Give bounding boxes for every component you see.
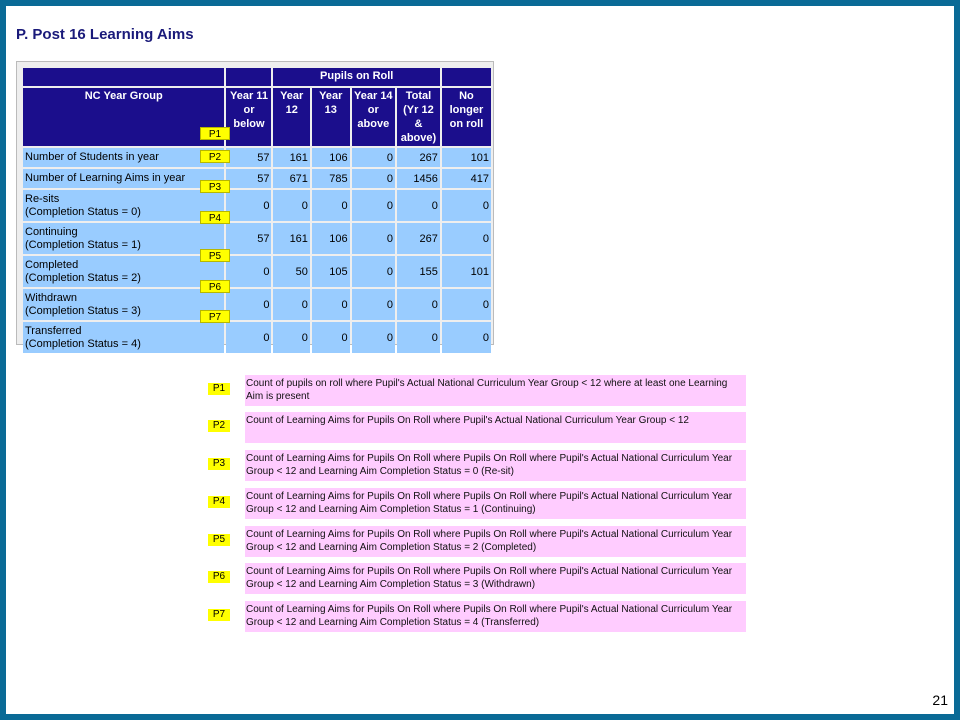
column-header: Year 14 or above [352,88,395,146]
cell-y14: 0 [352,256,395,287]
cell-y11: 57 [226,148,271,167]
cell-total: 267 [397,148,440,167]
row-tag: P5 [200,249,230,262]
row-label [23,256,224,287]
cell-nolonger: 417 [442,169,491,188]
row-tag: P4 [200,211,230,224]
cell-y12: 671 [273,169,309,188]
cell-nolonger: 0 [442,223,491,254]
row-label-status: (Completion Status = 1) [25,238,141,251]
row-label [23,169,224,188]
cell-y13: 105 [312,256,350,287]
note-text: Count of pupils on roll where Pupil's Actual National Curriculum Year Group < 12 where at least one Learning Aim is present [245,375,746,406]
cell-nolonger: 101 [442,256,491,287]
column-header: NC Year Group [23,88,224,146]
row-label-status: (Completion Status = 0) [25,205,141,218]
cell-y13: 0 [312,289,350,320]
cell-total: 1456 [397,169,440,188]
note-text: Count of Learning Aims for Pupils On Roll where Pupils On Roll where Pupil's Actual National Curriculum Year Group < 12 and Learning Aim Completion Status = 0 (Re-sit) [245,450,746,481]
note-tag: P7 [208,609,230,621]
column-header: No longer on roll [442,88,491,146]
learning-aims-table-panel [16,61,494,350]
note-tag: P3 [208,458,230,470]
cell-y12: 0 [273,190,309,221]
note-text: Count of Learning Aims for Pupils On Roll where Pupils On Roll where Pupil's Actual National Curriculum Year Group < 12 and Learning Aim Completion Status = 4 (Transferred) [245,601,746,632]
row-label-title: Completed [25,258,79,271]
cell-nolonger: 0 [442,190,491,221]
cell-total: 0 [397,289,440,320]
cell-y12: 161 [273,148,309,167]
note-tag: P1 [208,383,230,395]
cell-y11: 0 [226,190,271,221]
cell-y14: 0 [352,223,395,254]
learning-aims-table [21,66,493,355]
cell-y14: 0 [352,169,395,188]
row-label [23,148,224,167]
table-row [23,148,491,167]
cell-total: 155 [397,256,440,287]
cell-y12: 0 [273,289,309,320]
row-label [23,190,224,221]
page-number: 21 [932,692,948,708]
cell-nolonger: 0 [442,322,491,353]
row-label [23,223,224,254]
cell-total: 267 [397,223,440,254]
cell-y13: 785 [312,169,350,188]
row-tag: P7 [200,310,230,323]
cell-y11: 57 [226,223,271,254]
row-label-title: Transferred [25,324,82,337]
cell-y12: 161 [273,223,309,254]
group-header-pupils-on-roll: Pupils on Roll [273,68,439,86]
row-tag: P3 [200,180,230,193]
table-body [23,148,491,353]
row-tag: P1 [200,127,230,140]
note-tag: P2 [208,420,230,432]
note-tag: P4 [208,496,230,508]
cell-y14: 0 [352,289,395,320]
column-header: Year 12 [273,88,309,146]
row-label-status: (Completion Status = 3) [25,304,141,317]
note-text: Count of Learning Aims for Pupils On Roll where Pupils On Roll where Pupil's Actual National Curriculum Year Group < 12 and Learning Aim Completion Status = 2 (Completed) [245,526,746,557]
row-tag: P2 [200,150,230,163]
cell-y13: 0 [312,190,350,221]
cell-nolonger: 101 [442,148,491,167]
cell-y14: 0 [352,190,395,221]
table-header-blank [442,68,491,86]
table-header-blank [226,68,271,86]
cell-y12: 0 [273,322,309,353]
row-label-title: Continuing [25,225,78,238]
cell-y13: 0 [312,322,350,353]
table-row [23,322,491,353]
column-header: Year 11 or below [226,88,271,146]
note-text: Count of Learning Aims for Pupils On Roll where Pupils On Roll where Pupil's Actual National Curriculum Year Group < 12 and Learning Aim Completion Status = 3 (Withdrawn) [245,563,746,594]
table-row [23,190,491,221]
row-label [23,322,224,353]
table-row [23,169,491,188]
note-tag: P6 [208,571,230,583]
cell-y11: 0 [226,322,271,353]
column-header: Total (Yr 12 & above) [397,88,440,146]
row-label-title: Number of Learning Aims in year [25,172,186,184]
note-tag: P5 [208,534,230,546]
cell-y11: 0 [226,289,271,320]
cell-y11: 57 [226,169,271,188]
cell-total: 0 [397,190,440,221]
cell-y14: 0 [352,148,395,167]
page-title: P. Post 16 Learning Aims [16,26,194,43]
cell-total: 0 [397,322,440,353]
table-row [23,223,491,254]
note-text: Count of Learning Aims for Pupils On Roll where Pupil's Actual National Curriculum Year Group < 12 [245,412,746,443]
cell-y14: 0 [352,322,395,353]
cell-y12: 50 [273,256,309,287]
row-label-status: (Completion Status = 2) [25,271,141,284]
note-text: Count of Learning Aims for Pupils On Roll where Pupils On Roll where Pupil's Actual National Curriculum Year Group < 12 and Learning Aim Completion Status = 1 (Continuing) [245,488,746,519]
row-label-status: (Completion Status = 4) [25,337,141,350]
row-label-title: Withdrawn [25,291,77,304]
row-label [23,289,224,320]
row-label-title: Number of Students in year [25,151,159,163]
slide [6,6,954,714]
cell-y13: 106 [312,148,350,167]
column-header: Year 13 [312,88,350,146]
cell-nolonger: 0 [442,289,491,320]
cell-y11: 0 [226,256,271,287]
cell-y13: 106 [312,223,350,254]
row-label-title: Re-sits [25,192,60,205]
table-row [23,256,491,287]
row-tag: P6 [200,280,230,293]
table-header-blank [23,68,224,86]
table-row [23,289,491,320]
